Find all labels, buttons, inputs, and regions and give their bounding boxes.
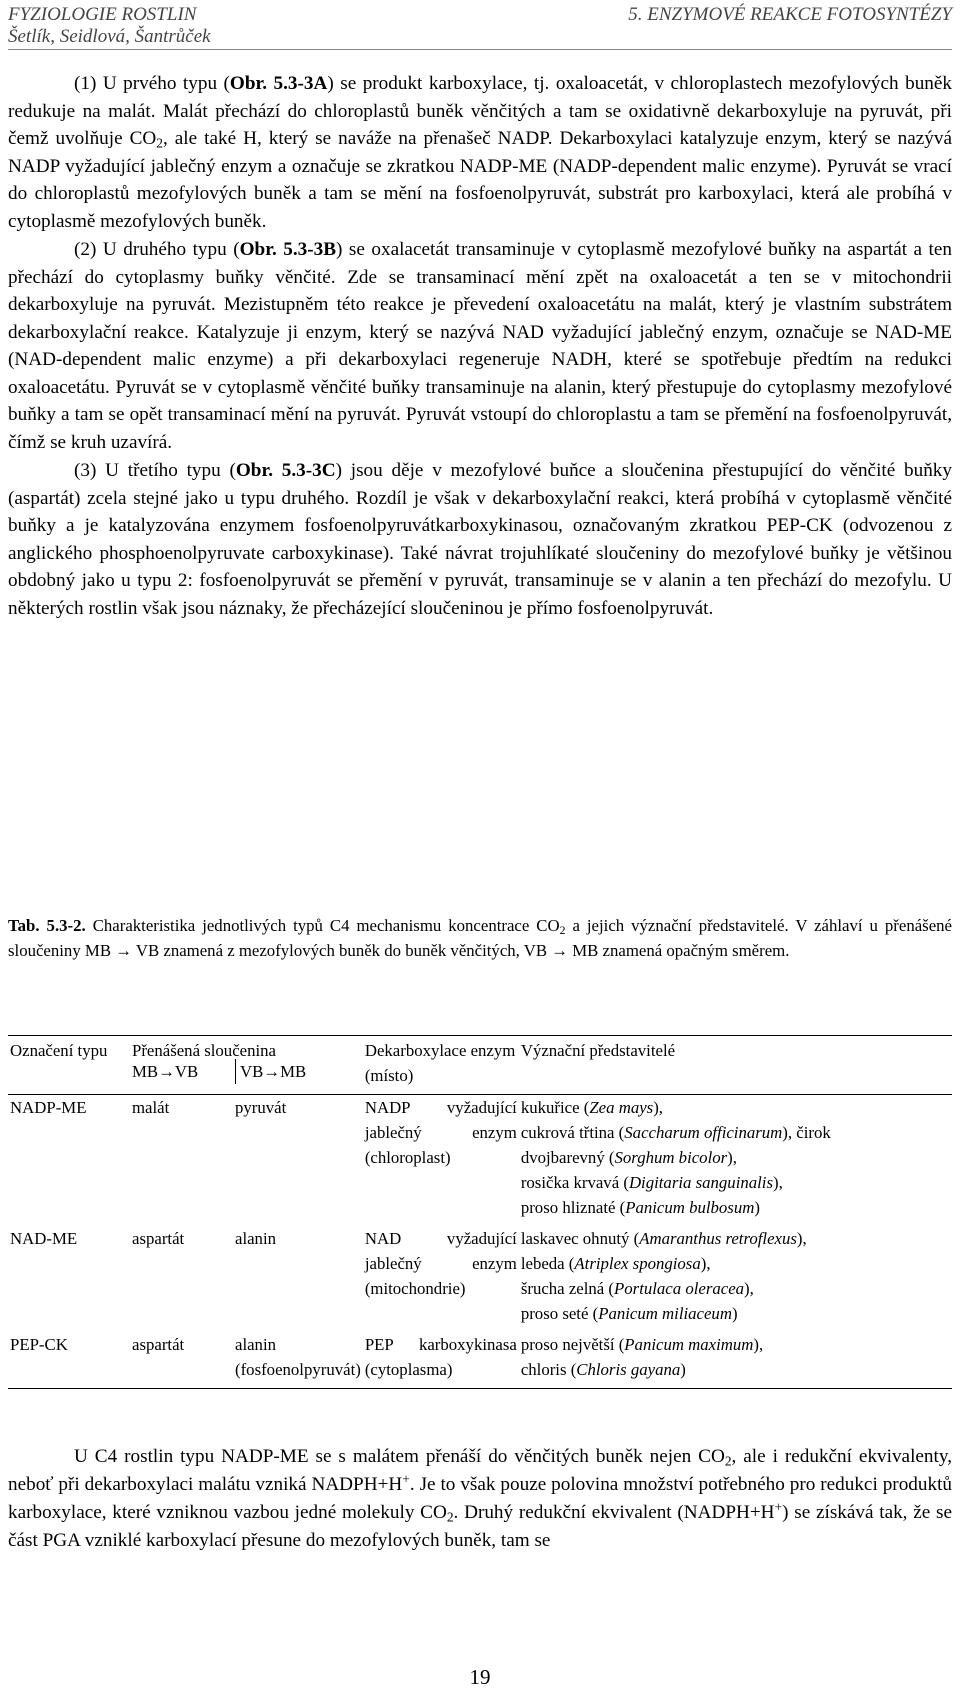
caption-subscript: 2 <box>559 923 566 937</box>
cell-mb-vb: aspartát <box>130 1332 233 1389</box>
plant-entry: šrucha zelná (Portulaca oleracea), <box>520 1279 754 1298</box>
cell-enzyme: NADP vyžadující jablečný enzym (chloroplast) <box>364 1098 517 1167</box>
cell-vb-mb: alanin <box>235 1229 277 1248</box>
table-header-row <box>8 1036 952 1095</box>
closing-sup-2: + <box>774 1499 783 1515</box>
plant-entry: chloris (Chloris gayana) <box>520 1360 686 1379</box>
plant-entry: kukuřice (Zea mays), <box>520 1098 663 1117</box>
closing-sub-2: 2 <box>446 1509 454 1525</box>
plant-entry: laskavec ohnutý (Amaranthus retroflexus), <box>520 1229 807 1248</box>
header-compound-label: Přenášená sloučenina <box>132 1041 276 1060</box>
cell-enzyme: NAD vyžadující jablečný enzym (mitochondrie) <box>364 1229 517 1298</box>
header-book-title: FYZIOLOGIE ROSTLIN <box>8 4 197 25</box>
page-number: 19 <box>469 1665 491 1689</box>
cell-plants <box>519 1226 952 1332</box>
plant-entry: proso seté (Panicum miliaceum) <box>520 1304 738 1323</box>
cell-plants <box>519 1332 952 1389</box>
figure-ref-3a: Obr. 5.3-3A <box>229 73 328 94</box>
cell-enzyme: PEP karboxykinasa (cytoplasma) <box>363 1332 519 1389</box>
p1-subscript: 2 <box>156 135 163 151</box>
header-type: Označení typu <box>8 1036 130 1095</box>
p2-text-c: ) se oxalacetát transaminuje v cytoplasmě mezofylové buňky na aspartát a ten přechází do cytoplasmy buňky věnčité. Zde se transaminací mění zpět na oxaloacetát a ten se v mitochondrii dekarboxyluje na pyruvát. Mezistupněm této reakce je převedení oxaloacetátu na malát, který je vlastním substrátem dekarboxylační reakce. Katalyzuje ji enzym, který se nazývá NAD vyžadující jablečný enzym, označuje se NAD-ME (NAD-dependent malic enzyme) a při dekarboxylaci regeneruje NADH, které se spotřebuje předtím na redukci oxaloacetátu. Pyruvát se v cytoplasmě věnčité buňky transaminuje na alanin, který přestupuje do cytoplasmy mezofylové buňky a tam se opět transaminací mění na pyruvát. Pyruvát vstoupí do chloroplastu a tam se přemění na fosfoenolpyruvát, čímž se kruh uzavírá. <box>8 239 953 453</box>
closing-b: , ale i redukční ekvivalenty, neboť při dekarboxylaci malátu vzniká NADPH+H <box>8 1446 952 1495</box>
closing-a: U C4 rostlin typu NADP-ME se s malátem přenáší do věnčitých buněk nejen CO <box>74 1446 725 1467</box>
header-authors: Šetlík, Seidlová, Šantrůček <box>8 26 211 47</box>
plant-entry: lebeda (Atriplex spongiosa), <box>520 1254 711 1273</box>
closing-sup-1: + <box>402 1471 410 1487</box>
p1-text-d: , ale také H, který se naváže na přenašeč NADP. Dekarboxylaci katalyzuje enzym, který se nazývá NADP vyžadující jablečný enzym a označuje se zkratkou NADP-ME (NADP-dependent malic enzyme). Pyruvát se vrací do chloroplastů mezofylových buněk a tam se mění na fosfoenolpyruvát, substrát pro karboxylaci, která ale probíhá v cytoplasmě mezofylových buněk. <box>8 128 952 232</box>
closing-e: ) se získává tak, že se část PGA vzniklé karboxylací přesune do mezofylových buněk, tam se <box>8 1502 952 1551</box>
plant-entry: rosička krvavá (Digitaria sanguinalis), <box>520 1173 783 1192</box>
header-mb-vb: MB→VB <box>132 1062 199 1081</box>
p2-text-a: (2) U druhého typu ( <box>74 239 240 260</box>
cell-mb-vb: aspartát <box>132 1229 185 1248</box>
closing-c: . Je to však pouze polovina množství potřebného pro redukci produktů karboxylace, které vzniknou vazbou jedné molekuly CO <box>8 1474 952 1523</box>
body-text <box>8 70 952 622</box>
closing-sub-1: 2 <box>724 1453 732 1469</box>
cell-mb-vb: malát <box>132 1098 170 1117</box>
table-row <box>8 1095 952 1227</box>
caption-text-a: Charakteristika jednotlivých typů C4 mechanismu koncentrace CO <box>85 916 560 935</box>
paragraph-type-3 <box>8 457 952 622</box>
header-divider <box>8 49 952 50</box>
header-chapter-title: 5. ENZYMOVÉ REAKCE FOTOSYNTÉZY <box>628 4 952 25</box>
plant-entry: dvojbarevný (Sorghum bicolor), <box>520 1148 737 1167</box>
p3-text-c: ) jsou děje v mezofylové buňce a sloučenina přestupující do věnčité buňky (aspartát) zcela stejné jako u typu druhého. Rozdíl je však v dekarboxylační reakci, která probíhá v cytoplasmě věnčité buňky a je katalyzována enzymem fosfoenolpyruvátkarboxykinasou, označovaným zkratkou PEP-CK (odvozenou z anglického phosphoenolpyruvate carboxykinase). Také návrat trojuhlíkaté sloučeniny do mezofylové buňky je většinou obdobný jako u typu 2: fosfoenolpyruvát se přemění v pyruvát, transaminuje se v alanin a ten přechází do mezofylu. U některých rostlin však jsou náznaky, že přecházející sloučeninou je přímo fosfoenolpyruvát. <box>8 460 952 619</box>
header-decarboxylation: Dekarboxylace enzym (místo) <box>363 1036 519 1095</box>
cell-plants <box>519 1095 952 1227</box>
header-transported-compound <box>130 1036 363 1095</box>
table-row <box>8 1332 952 1389</box>
closing-text <box>8 1443 952 1555</box>
table-label: Tab. 5.3-2. <box>8 916 86 935</box>
paragraph-type-1 <box>8 70 952 235</box>
p3-text-a: (3) U třetího typu ( <box>74 460 236 481</box>
header-vb-mb: VB→MB <box>235 1059 310 1084</box>
cell-type: NADP-ME <box>10 1098 87 1117</box>
caption-text-b: a jejich význační představitelé. V záhlaví u přenášené sloučeniny MB → VB znamená z mezofylových buněk do buněk věnčitých, VB → MB znamená opačným směrem. <box>8 916 953 960</box>
p1-text-c: ) se produkt karboxylace, tj. oxaloacetát, v chloroplastech mezofylových buněk redukuje na malát. Malát přechází do chloroplastů buněk věnčitých a tam se oxidativně dekarboxyluje na pyruvát, při čemž uvolňuje CO <box>8 73 952 149</box>
table-caption <box>8 913 952 963</box>
paragraph-type-2 <box>8 236 952 456</box>
figure-ref-3b: Obr. 5.3-3B <box>239 239 337 260</box>
paragraph-closing <box>8 1443 952 1555</box>
cell-type: PEP-CK <box>8 1332 130 1389</box>
cell-vb-mb: pyruvát <box>235 1098 287 1117</box>
table-row <box>8 1226 952 1332</box>
closing-d: . Druhý redukční ekvivalent (NADPH+H <box>453 1502 775 1523</box>
header-representatives: Význační představitelé <box>519 1036 952 1095</box>
figure-ref-3c: Obr. 5.3-3C <box>235 460 336 481</box>
plant-entry: proso největší (Panicum maximum), <box>520 1335 764 1354</box>
plant-entry: cukrová třtina (Saccharum officinarum), čirok <box>520 1123 831 1142</box>
cell-type: NAD-ME <box>10 1229 78 1248</box>
c4-types-table <box>8 1035 952 1389</box>
cell-vb-mb: alanin (fosfoenolpyruvát) <box>233 1332 363 1389</box>
plant-entry: proso hliznaté (Panicum bulbosum) <box>520 1198 760 1217</box>
p1-text-a: (1) U prvého typu ( <box>74 73 230 94</box>
